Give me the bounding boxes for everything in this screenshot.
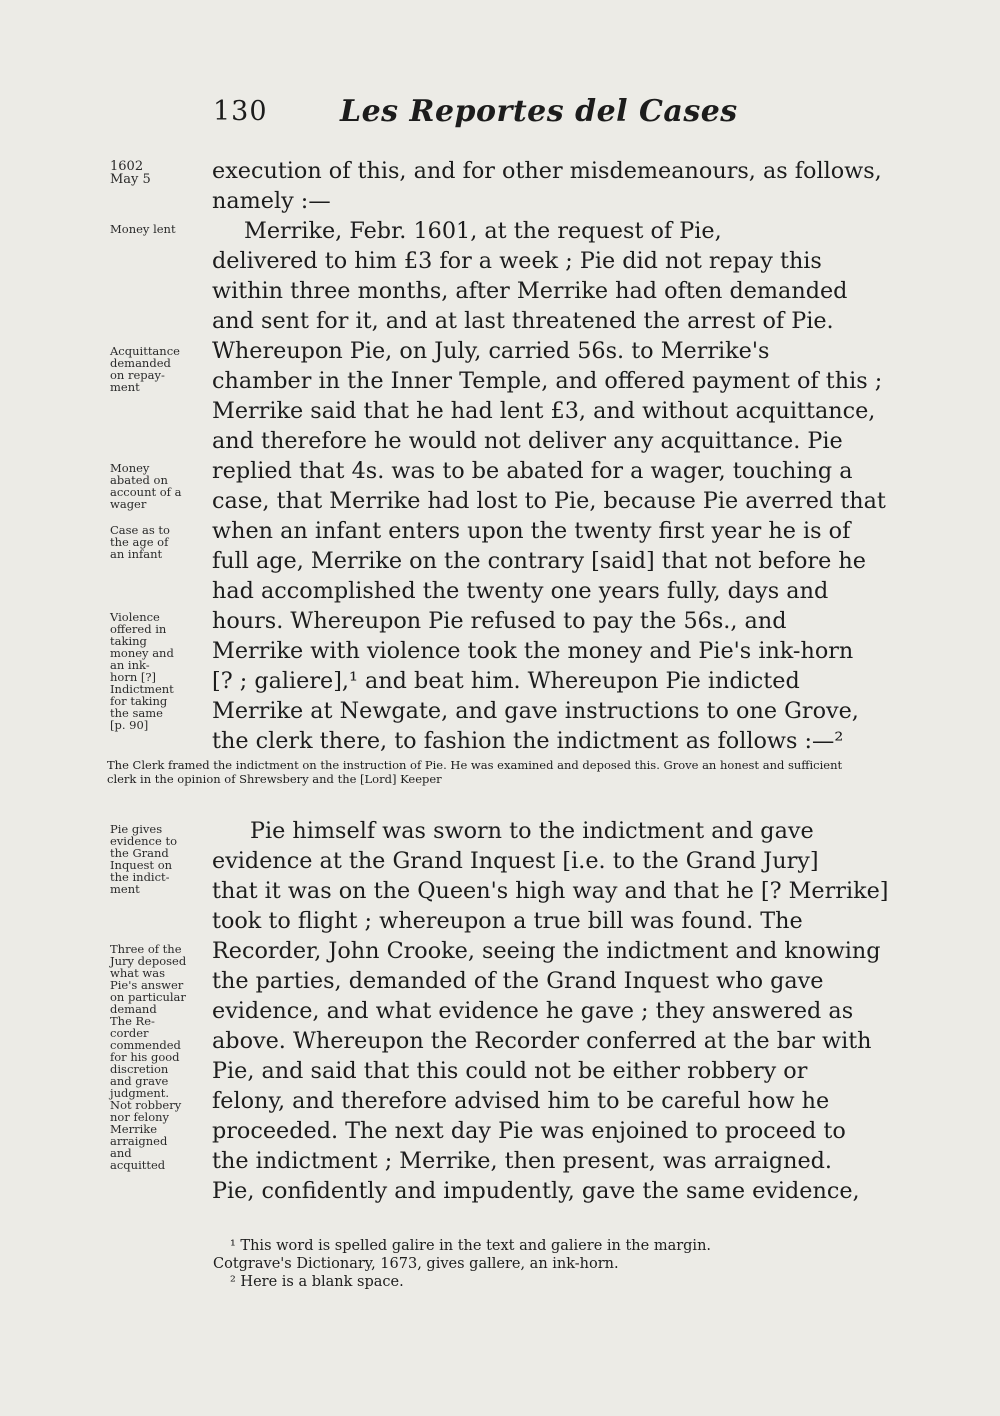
- margin-note-acquittance: [110, 345, 180, 393]
- body2-line: Pie himself was sworn to the indictment and gave: [250, 818, 814, 844]
- body1-line: chamber in the Inner Temple, and offered payment of this ;: [212, 368, 883, 394]
- body1-line: Merrike, Febr. 1601, at the request of Pie,: [244, 218, 722, 244]
- margin-note-line: Pie gives: [110, 822, 163, 836]
- body2-line: proceeded. The next day Pie was enjoined to proceed to: [212, 1118, 846, 1144]
- margin-note-line: Violence: [110, 610, 160, 624]
- body2-line: the indictment ; Merrike, then present, was arraigned.: [212, 1148, 833, 1174]
- margin-note-line: Inquest on: [110, 858, 173, 872]
- margin-note-line: Case as to: [110, 523, 170, 537]
- margin-note-line: demand: [110, 1002, 157, 1016]
- margin-note-three-jury: [110, 943, 186, 1171]
- body1-line: Whereupon Pie, on July, carried 56s. to Merrike's: [212, 338, 770, 364]
- body1-line: hours. Whereupon Pie refused to pay the 56s., and: [212, 608, 787, 634]
- margin-note-line: the Grand: [110, 846, 169, 860]
- margin-note-line: commended: [110, 1038, 181, 1052]
- body2-line: evidence at the Grand Inquest [i.e. to the Grand Jury]: [212, 848, 819, 874]
- body2-line: evidence, and what evidence he gave ; they answered as: [212, 998, 854, 1024]
- margin-note-line: Three of the: [110, 942, 182, 956]
- body1-line: and sent for it, and at last threatened the arrest of Pie.: [212, 308, 834, 334]
- body1-line: namely :—: [212, 188, 331, 214]
- margin-note-line: on repay-: [110, 368, 165, 382]
- margin-note-date: [110, 160, 151, 186]
- margin-note-line: acquitted: [110, 1158, 166, 1172]
- margin-note-line: what was: [110, 966, 165, 980]
- margin-note-line: ment: [110, 380, 140, 394]
- body2-line: Pie, and said that this could not be either robbery or: [212, 1058, 808, 1084]
- margin-note-line: for taking: [110, 694, 168, 708]
- body1-line: execution of this, and for other misdemeanours, as follows,: [212, 158, 882, 184]
- body1-line: replied that 4s. was to be abated for a wager, touching a: [212, 458, 853, 484]
- margin-note-line: arraigned: [110, 1134, 168, 1148]
- margin-note-line: account of a: [110, 485, 182, 499]
- margin-note-line: Jury deposed: [110, 954, 187, 968]
- body1-line: full age, Merrike on the contrary [said] that not before he: [212, 548, 866, 574]
- body1-line: and therefore he would not deliver any acquittance. Pie: [212, 428, 843, 454]
- margin-note-line: Indictment: [110, 682, 174, 696]
- margin-note-line: demanded: [110, 356, 171, 370]
- margin-note-line: on particular: [110, 990, 186, 1004]
- margin-note-line: wager: [110, 497, 147, 511]
- body1-line: when an infant enters upon the twenty first year he is of: [212, 518, 851, 544]
- margin-note-line: abated on: [110, 473, 168, 487]
- margin-note-line: nor felony: [110, 1110, 170, 1124]
- body2-line: the parties, demanded of the Grand Inquest who gave: [212, 968, 824, 994]
- margin-note-line: Acquittance: [110, 344, 180, 358]
- margin-note-line: evidence to: [110, 834, 178, 848]
- body2-line: took to flight ; whereupon a true bill was found. The: [212, 908, 803, 934]
- margin-note-line: and grave: [110, 1074, 169, 1088]
- margin-note-line: the indict-: [110, 870, 170, 884]
- body1-line: the clerk there, to fashion the indictment as follows :—²: [212, 728, 844, 754]
- body1-line: Merrike said that he had lent £3, and without acquittance,: [212, 398, 876, 424]
- margin-note-line: offered in: [110, 622, 167, 636]
- margin-note-money-lent: [110, 223, 176, 235]
- clerk-margin-note: The Clerk framed the indictment on the instruction of Pie. He was examined and deposed this. Grove an honest and sufficient clerk in the opinion of Shrewsbery and the [Lord] Keeper: [107, 758, 843, 786]
- margin-note-line: judgment.: [110, 1086, 170, 1100]
- margin-note-line: money and: [110, 646, 174, 660]
- margin-note-line: Not robbery: [110, 1098, 182, 1112]
- page-header: [0, 96, 1000, 146]
- margin-note-line: an ink-: [110, 658, 150, 672]
- body1-line: [? ; galiere],¹ and beat him. Whereupon Pie indicted: [212, 668, 800, 694]
- margin-note-line: taking: [110, 634, 147, 648]
- margin-note-violence: [110, 611, 174, 731]
- page-number: 130: [213, 96, 268, 127]
- margin-note-line: May 5: [110, 172, 151, 187]
- margin-note-line: Money: [110, 461, 150, 475]
- margin-note-money-abated: [110, 462, 181, 510]
- margin-note-pie-gives: [110, 823, 177, 895]
- margin-note-line: discretion: [110, 1062, 169, 1076]
- body1-line: Merrike with violence took the money and Pie's ink-horn: [212, 638, 854, 664]
- body1-line: case, that Merrike had lost to Pie, because Pie averred that: [212, 488, 886, 514]
- margin-note-line: corder: [110, 1026, 149, 1040]
- body1-line: had accomplished the twenty one years fully, days and: [212, 578, 829, 604]
- margin-note-line: [p. 90]: [110, 718, 149, 732]
- margin-note-line: The Re-: [110, 1014, 155, 1028]
- footnote-line: ² Here is a blank space.: [230, 1274, 404, 1290]
- margin-note-line: horn [?]: [110, 670, 157, 684]
- margin-note-line: the same: [110, 706, 163, 720]
- body1-line: Merrike at Newgate, and gave instructions to one Grove,: [212, 698, 859, 724]
- margin-note-line: Merrike: [110, 1122, 158, 1136]
- body1-line: delivered to him £3 for a week ; Pie did not repay this: [212, 248, 822, 274]
- margin-note-line: the age of: [110, 535, 169, 549]
- footnote-line: Cotgrave's Dictionary, 1673, gives gallere, an ink-horn.: [213, 1256, 619, 1272]
- margin-note-line: an infant: [110, 547, 163, 561]
- margin-note-case-age: [110, 524, 170, 560]
- margin-note-line: 1602: [110, 159, 144, 174]
- body2-line: above. Whereupon the Recorder conferred at the bar with: [212, 1028, 872, 1054]
- body1-line: within three months, after Merrike had often demanded: [212, 278, 848, 304]
- margin-note-line: Money lent: [110, 222, 176, 236]
- footnote-line: ¹ This word is spelled galire in the text and galiere in the margin.: [230, 1238, 712, 1254]
- running-title: Les Reportes del Cases: [340, 94, 738, 129]
- margin-note-line: and: [110, 1146, 132, 1160]
- body2-line: felony, and therefore advised him to be careful how he: [212, 1088, 830, 1114]
- body2-line: that it was on the Queen's high way and that he [? Merrike]: [212, 878, 889, 904]
- margin-note-line: for his good: [110, 1050, 180, 1064]
- margin-note-line: ment: [110, 882, 140, 896]
- body2-line: Pie, confidently and impudently, gave the same evidence,: [212, 1178, 860, 1204]
- body2-line: Recorder, John Crooke, seeing the indictment and knowing: [212, 938, 881, 964]
- margin-note-line: Pie's answer: [110, 978, 184, 992]
